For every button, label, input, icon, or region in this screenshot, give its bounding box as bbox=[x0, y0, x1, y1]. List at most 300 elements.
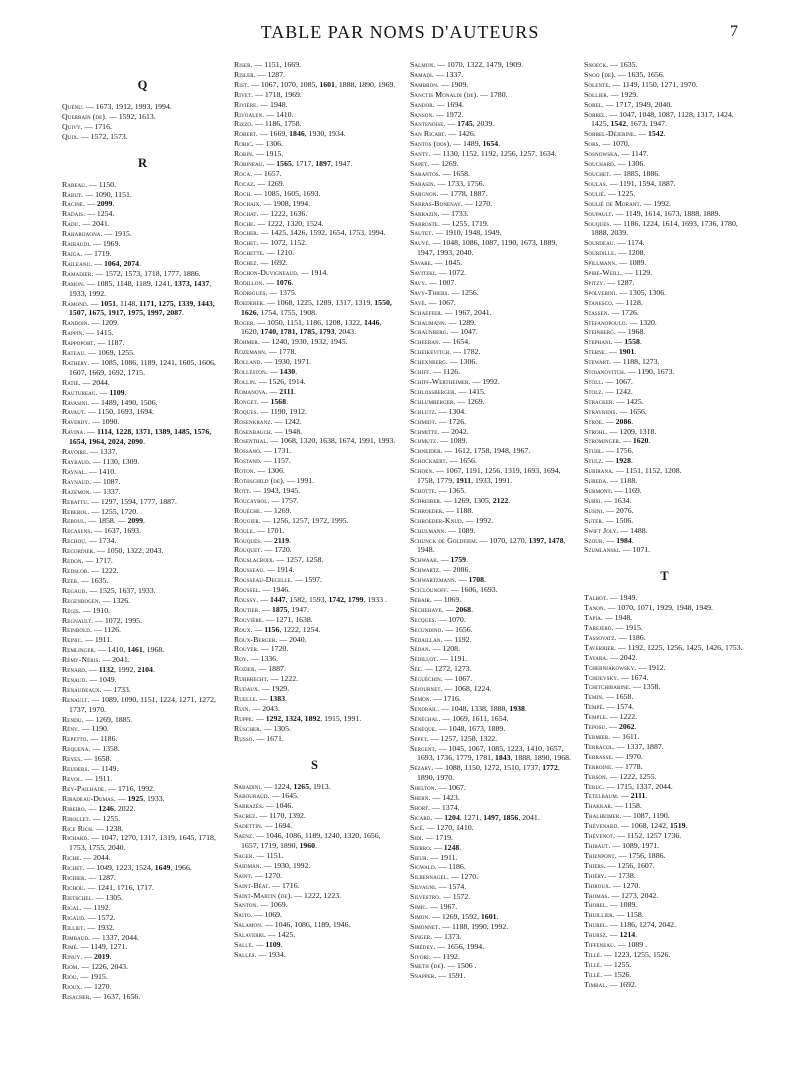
index-entry bbox=[62, 487, 224, 497]
page-ref: — 1223, 1255, 1526. bbox=[604, 949, 671, 959]
author-name: Scheeran. bbox=[410, 337, 441, 347]
index-entry bbox=[234, 258, 396, 268]
page-ref-bold: 2068 bbox=[455, 604, 472, 614]
index-entry bbox=[234, 209, 396, 219]
page-ref: — 1070, 1322, 1479, 1909. bbox=[437, 60, 524, 69]
author-name: Santenoise. bbox=[410, 119, 446, 129]
page-ref-bold: 1759 bbox=[450, 555, 467, 565]
author-name: Thévenard. bbox=[584, 821, 620, 831]
page-ref-bold: 1156 bbox=[264, 624, 280, 634]
author-name: Spitzy. bbox=[584, 277, 606, 287]
page-ref: — 1287. bbox=[607, 277, 635, 287]
author-name: Reyes. bbox=[62, 754, 83, 764]
page-ref: — 1188, 1273. bbox=[613, 357, 660, 367]
page-ref: . bbox=[685, 821, 688, 831]
author-name: Rimbaud. bbox=[62, 932, 91, 942]
index-entry bbox=[62, 477, 224, 487]
index-entry bbox=[410, 397, 572, 407]
index-entry bbox=[410, 80, 572, 90]
page-ref: — 1090. bbox=[92, 417, 120, 427]
page-ref-bold: 1064, 2074 bbox=[103, 258, 140, 268]
author-name: Tassovatz. bbox=[584, 632, 617, 642]
page-ref: , 1913. bbox=[309, 781, 331, 791]
index-entry bbox=[584, 288, 746, 298]
page-ref: — 1007. bbox=[428, 277, 457, 287]
page-ref: — 1149, 1271. bbox=[80, 942, 128, 952]
index-entry bbox=[410, 862, 572, 872]
index-entry bbox=[62, 774, 224, 784]
index-entry bbox=[584, 100, 746, 110]
index-entry bbox=[410, 347, 572, 357]
author-name: Repetto. bbox=[62, 734, 89, 744]
index-entry bbox=[234, 791, 396, 801]
index-entry bbox=[62, 724, 224, 734]
author-name: Semon. bbox=[410, 694, 432, 703]
author-name: Racine. bbox=[62, 199, 86, 209]
page-ref: — 1257, 1258, 1322. bbox=[430, 733, 498, 743]
index-entry bbox=[234, 801, 396, 811]
index-entry bbox=[62, 933, 224, 943]
author-name: Shern. bbox=[410, 793, 431, 803]
page-ref: — 1738. bbox=[608, 870, 636, 880]
index-entry bbox=[584, 742, 746, 752]
page-ref: — bbox=[260, 594, 270, 604]
index-entry bbox=[410, 327, 572, 337]
author-name: Sargnon. bbox=[410, 188, 439, 198]
index-entry bbox=[234, 734, 396, 744]
index-entry bbox=[410, 129, 572, 139]
page-ref: — 1635. bbox=[610, 60, 638, 69]
page-ref: — bbox=[94, 258, 104, 268]
page-ref: — bbox=[260, 396, 271, 406]
page-ref: — 1606, 1693. bbox=[450, 585, 498, 595]
author-name: Teposu. bbox=[584, 722, 608, 732]
page-ref: — 1915. bbox=[80, 972, 108, 982]
author-name: Schmitte. bbox=[410, 426, 440, 436]
page-ref: — 1190, 1673. bbox=[627, 367, 675, 377]
index-entry bbox=[62, 180, 224, 190]
page-ref-bold: 1601 bbox=[480, 911, 497, 921]
page-ref-bold: 2104 bbox=[137, 665, 153, 675]
index-entry bbox=[234, 920, 396, 930]
index-entry bbox=[410, 942, 572, 952]
page-ref: — 1240, 1930, 1932, 1945. bbox=[261, 337, 348, 347]
index-entry bbox=[584, 446, 746, 456]
author-name: Rostand. bbox=[234, 456, 262, 466]
page-ref: . bbox=[634, 347, 637, 357]
page-ref: — 1306. bbox=[617, 159, 646, 169]
author-name: Savy. bbox=[410, 277, 427, 287]
index-entry bbox=[410, 506, 572, 516]
author-name: Ratié. bbox=[62, 377, 81, 387]
page-ref: — 1932. bbox=[87, 922, 115, 932]
page-ref: — 1158. bbox=[614, 801, 642, 811]
author-name: Snoeck. bbox=[584, 60, 609, 69]
author-name: Renaudeaux. bbox=[62, 684, 102, 694]
page-ref: — 1716. bbox=[433, 694, 461, 703]
page-ref: — 1911. bbox=[85, 774, 113, 783]
author-name: Rice Rich. bbox=[62, 823, 94, 833]
index-entry bbox=[584, 258, 746, 268]
index-entry bbox=[584, 891, 746, 901]
index-entry bbox=[234, 228, 396, 238]
author-name: Stanesco. bbox=[584, 297, 614, 307]
author-name: Regaud. bbox=[62, 585, 88, 595]
author-name: Sarantos. bbox=[410, 168, 441, 178]
author-name: Sivori. bbox=[410, 951, 431, 961]
page-ref: . bbox=[524, 703, 527, 713]
author-name: Rochat. bbox=[234, 208, 259, 218]
page-ref: — 1210. bbox=[266, 248, 295, 258]
index-entry bbox=[234, 496, 396, 506]
author-name: Quénu. bbox=[62, 102, 85, 111]
page-ref-bold: 1846 bbox=[289, 129, 305, 139]
index-entry bbox=[584, 357, 746, 367]
author-name: Sergent. bbox=[410, 743, 437, 753]
page-ref: — 1067. bbox=[605, 377, 633, 386]
author-name: Sidi. bbox=[410, 832, 424, 842]
author-name: Tchijevsky. bbox=[584, 672, 620, 682]
author-name: Rozier. bbox=[234, 664, 257, 674]
page-ref-bold: 1911 bbox=[455, 476, 472, 486]
index-entry bbox=[62, 239, 224, 249]
section-letter: R bbox=[137, 155, 149, 170]
page-ref: — 1306. bbox=[449, 357, 478, 367]
author-name: Schockaert. bbox=[410, 456, 448, 466]
page-ref: — bbox=[638, 129, 648, 139]
author-name: Rivet. bbox=[234, 89, 254, 99]
page-ref: — 1358. bbox=[633, 682, 661, 692]
page-ref: — 1654. bbox=[442, 337, 471, 347]
page-ref: — 1190. bbox=[81, 724, 109, 734]
index-entry bbox=[234, 367, 396, 377]
page-ref: — 1425, 1426, 1592, 1654, 1753, 1994. bbox=[260, 228, 386, 238]
page-ref-bold: 1051 bbox=[100, 298, 117, 308]
page-ref-bold: 1171, 1275, 1339, 1443, 1507, 1675, 1917, 1975, 1997, 2087 bbox=[69, 298, 215, 318]
author-name: Schiff-Wertheimer. bbox=[410, 377, 471, 386]
page-ref: — bbox=[117, 793, 128, 803]
page-ref: — bbox=[266, 277, 276, 287]
index-entry bbox=[234, 189, 396, 199]
index-entry bbox=[584, 970, 746, 980]
page-ref: — 1306. bbox=[255, 139, 283, 149]
page-ref: — 1192. bbox=[444, 634, 472, 644]
author-name: Sorrel-Déjerine. bbox=[584, 129, 637, 139]
author-name: Stoll. bbox=[584, 377, 604, 386]
index-entry bbox=[62, 536, 224, 546]
author-name: Sierro. bbox=[410, 842, 432, 852]
index-entry bbox=[62, 526, 224, 536]
page-ref: — 1992. bbox=[465, 515, 494, 525]
page-ref: — 1222. bbox=[91, 565, 119, 575]
author-name: Rivière. bbox=[234, 99, 259, 109]
index-entry bbox=[410, 179, 572, 189]
page-ref: — bbox=[458, 575, 469, 585]
author-name: Tiffeneau. bbox=[584, 940, 616, 950]
page-ref: — 2044. bbox=[82, 377, 110, 387]
author-name: Sourdeau. bbox=[584, 238, 616, 248]
author-name: Stroe. bbox=[584, 416, 604, 426]
author-name: Schwartz. bbox=[410, 565, 442, 575]
page-ref: . bbox=[295, 367, 298, 377]
author-name: Secundino. bbox=[410, 624, 444, 634]
page-ref: — 1757. bbox=[271, 495, 299, 505]
page-ref: — 1337. bbox=[93, 486, 121, 496]
page-ref: — 1719. bbox=[84, 248, 112, 258]
page-ref: — bbox=[84, 952, 94, 962]
page-ref: — 1887. bbox=[258, 664, 286, 674]
index-entry bbox=[234, 900, 396, 910]
index-entry bbox=[234, 565, 396, 575]
index-entry bbox=[584, 663, 746, 673]
index-entry bbox=[62, 616, 224, 626]
page-ref: — 1226, 2043. bbox=[81, 962, 129, 972]
page-ref-bold: 1708 bbox=[468, 575, 485, 585]
index-entry bbox=[62, 190, 224, 200]
page-ref: — bbox=[609, 722, 619, 732]
index-entry bbox=[584, 841, 746, 851]
index-entry bbox=[584, 782, 746, 792]
index-entry bbox=[234, 466, 396, 476]
author-name: Roy. bbox=[234, 654, 249, 664]
index-entry bbox=[584, 682, 746, 692]
page-ref: — 1222, 1255. bbox=[609, 771, 657, 781]
page-ref: . bbox=[466, 555, 469, 565]
index-entry bbox=[62, 833, 224, 853]
index-entry bbox=[584, 268, 746, 278]
index-entry bbox=[62, 824, 224, 834]
author-name: Sendrail. bbox=[410, 703, 440, 713]
page-ref: . bbox=[635, 930, 638, 940]
author-name: Schulmann. bbox=[410, 525, 447, 535]
page-ref: — 1425. bbox=[616, 396, 644, 406]
author-name: Strominger. bbox=[584, 436, 622, 446]
index-entry bbox=[62, 913, 224, 923]
index-entry bbox=[62, 744, 224, 754]
page-ref-bold: 1132 bbox=[98, 665, 114, 675]
author-name: Sanctis Monaldi (de). bbox=[410, 89, 479, 99]
index-entry bbox=[62, 338, 224, 348]
index-column-4 bbox=[584, 60, 746, 990]
page-ref: . bbox=[459, 842, 462, 852]
page-ref: — 1778, 1887. bbox=[440, 188, 488, 198]
page-ref-bold: 1897 bbox=[315, 159, 331, 169]
page-ref: — 1242. bbox=[605, 386, 633, 396]
index-entry bbox=[584, 821, 746, 831]
page-ref: — 1671. bbox=[256, 733, 284, 743]
page-ref: — 1337. bbox=[435, 69, 464, 79]
index-entry bbox=[234, 930, 396, 940]
index-entry bbox=[62, 467, 224, 477]
index-entry bbox=[584, 653, 746, 663]
author-name: Snoo (de). bbox=[584, 69, 616, 79]
author-name: Ribollet. bbox=[62, 813, 91, 823]
index-entry bbox=[234, 615, 396, 625]
author-name: Salamon. bbox=[234, 920, 264, 930]
index-entry bbox=[234, 545, 396, 555]
index-entry bbox=[62, 873, 224, 883]
author-name: Schaunberg. bbox=[410, 327, 449, 337]
index-entry bbox=[584, 308, 746, 318]
author-name: Sciclounoff. bbox=[410, 585, 449, 595]
page-ref: — 1943, 1945. bbox=[253, 485, 301, 495]
author-name: Sirédey. bbox=[410, 941, 436, 951]
index-entry bbox=[410, 90, 572, 100]
index-entry bbox=[62, 923, 224, 933]
author-name: Silbernagel. bbox=[410, 872, 449, 882]
author-name: Sigwald. bbox=[410, 862, 437, 872]
author-name: Rioux. bbox=[62, 982, 83, 992]
page-ref: — 1908, 1994. bbox=[263, 198, 311, 208]
page-ref: — 1256. bbox=[451, 287, 479, 297]
index-entry bbox=[584, 980, 746, 990]
author-name: Rouyer. bbox=[234, 644, 260, 654]
page-ref: . bbox=[112, 199, 115, 209]
page-ref: — bbox=[447, 119, 458, 129]
page-ref: — 1694. bbox=[264, 821, 293, 831]
index-entry bbox=[234, 149, 396, 159]
page-ref: , 1717, bbox=[291, 159, 316, 169]
page-ref-bold: 1875 bbox=[271, 604, 288, 614]
index-entry bbox=[234, 516, 396, 526]
page-ref: — 1305, 1306. bbox=[619, 287, 667, 297]
page-ref: , 1992, bbox=[113, 665, 138, 675]
page-ref: — 1255. bbox=[604, 959, 632, 969]
page-ref: — bbox=[434, 812, 445, 822]
author-name: Schlumberger. bbox=[410, 396, 456, 406]
page-ref-bold: 1373, 1437 bbox=[174, 278, 210, 288]
author-name: Richet. bbox=[62, 863, 85, 873]
author-name: Sorrel. bbox=[584, 109, 608, 119]
page-ref: — 1072. bbox=[438, 268, 467, 278]
index-entry bbox=[62, 229, 224, 239]
index-entry bbox=[62, 566, 224, 576]
index-entry bbox=[234, 891, 396, 901]
author-name: Sicard. bbox=[410, 812, 433, 822]
author-name: Richou. bbox=[62, 882, 86, 892]
page-ref: — 1068, 1320, 1638, 1674, 1991, 1993. bbox=[270, 436, 396, 446]
author-name: Rolland. bbox=[234, 357, 263, 367]
page-ref: , 1933, 1992. bbox=[69, 278, 212, 298]
page-ref-bold: 1558 bbox=[624, 337, 640, 347]
index-entry bbox=[234, 387, 396, 397]
index-entry bbox=[62, 132, 224, 142]
author-name: Roch. bbox=[234, 188, 253, 198]
author-name: Sarroste. bbox=[410, 218, 440, 228]
page-ref-bold: 2119 bbox=[273, 535, 290, 545]
page-ref: — 2041. bbox=[102, 655, 130, 665]
page-ref: — 1087. bbox=[93, 476, 121, 486]
page-ref: — 1209, 1318. bbox=[609, 426, 657, 436]
author-name: Singer. bbox=[410, 931, 433, 941]
index-entry bbox=[62, 675, 224, 685]
page-ref: — 1270. bbox=[450, 872, 479, 882]
page-ref: — 1186, 1274, 2042. bbox=[610, 920, 677, 930]
index-entry bbox=[62, 784, 224, 794]
author-name: Schiff. bbox=[410, 367, 432, 377]
page-ref-bold: 1843 bbox=[494, 753, 511, 763]
page-ref: — 1224, bbox=[264, 781, 294, 791]
index-entry bbox=[62, 804, 224, 814]
author-name: Robineau. bbox=[234, 159, 265, 169]
author-name: Rappin. bbox=[62, 328, 85, 338]
author-name: Rochez. bbox=[234, 258, 259, 268]
author-name: Sauvé. bbox=[410, 238, 431, 248]
author-name: Schlutz. bbox=[410, 406, 437, 416]
page-ref: — 1255, 1719. bbox=[441, 218, 489, 228]
index-entry bbox=[410, 724, 572, 734]
author-name: Souchet. bbox=[584, 168, 612, 178]
author-name: Reeb. bbox=[62, 575, 80, 585]
index-entry bbox=[234, 70, 396, 80]
index-entry bbox=[62, 417, 224, 427]
author-name: Suter. bbox=[584, 515, 604, 525]
author-name: Sénèque. bbox=[410, 723, 438, 733]
index-entry bbox=[234, 90, 396, 100]
index-entry bbox=[584, 129, 746, 139]
index-entry bbox=[62, 219, 224, 229]
page-ref: — 1717. bbox=[85, 556, 113, 566]
index-entry bbox=[62, 734, 224, 744]
index-entry bbox=[410, 387, 572, 397]
author-name: Thiroux. bbox=[584, 880, 611, 890]
author-name: Sadettin. bbox=[234, 821, 263, 831]
index-entry bbox=[584, 930, 746, 940]
index-entry bbox=[62, 328, 224, 338]
author-name: Riche. bbox=[62, 853, 82, 863]
author-name: Roederer. bbox=[234, 297, 266, 307]
page-ref: — 1415. bbox=[86, 328, 114, 338]
index-entry bbox=[234, 80, 396, 90]
page-ref: . bbox=[645, 791, 648, 801]
index-entry bbox=[584, 692, 746, 702]
index-entry bbox=[410, 793, 572, 803]
page-ref: — 1186, 1224, 1614, 1693, 1736, 1780, 1888, 2039. bbox=[591, 218, 738, 238]
page-ref: — 1992. bbox=[643, 198, 671, 208]
page-ref: — 1911. bbox=[85, 635, 113, 645]
index-entry bbox=[584, 732, 746, 742]
author-name: Schreiber. bbox=[410, 495, 443, 505]
page-ref: — bbox=[605, 456, 616, 466]
author-name: Sée. bbox=[410, 664, 423, 674]
author-name: Spolverini. bbox=[584, 287, 618, 297]
author-name: Stracker. bbox=[584, 396, 615, 406]
page-ref: — 1287. bbox=[257, 69, 285, 79]
page-ref: — 1271, 1638. bbox=[265, 614, 313, 624]
page-ref: — 1068, 1242, bbox=[621, 821, 670, 831]
author-name: Sors. bbox=[584, 139, 601, 149]
author-name: Ramadier. bbox=[62, 268, 94, 278]
author-name: Rossano. bbox=[234, 446, 262, 456]
author-name: Roux. bbox=[234, 624, 253, 634]
author-name: Régis. bbox=[62, 605, 81, 615]
author-name: Sallé. bbox=[234, 940, 254, 950]
index-column-2 bbox=[234, 60, 396, 960]
page-ref: — 1611. bbox=[612, 732, 640, 741]
page-ref: — 1048, 1338, 1888, bbox=[441, 703, 510, 713]
page-ref-bold: 1265 bbox=[293, 781, 310, 791]
author-name: Sursi. bbox=[584, 495, 603, 505]
page-ref: . bbox=[634, 722, 637, 732]
page-ref: — bbox=[87, 427, 98, 437]
page-ref: — 1489, bbox=[453, 139, 483, 149]
author-name: Regnault. bbox=[62, 615, 94, 625]
index-entry bbox=[584, 456, 746, 466]
page-ref: , 2039. bbox=[472, 119, 495, 129]
author-name: Saidman. bbox=[234, 860, 262, 870]
page-ref: — 1572. bbox=[442, 892, 471, 902]
index-entry bbox=[584, 811, 746, 821]
